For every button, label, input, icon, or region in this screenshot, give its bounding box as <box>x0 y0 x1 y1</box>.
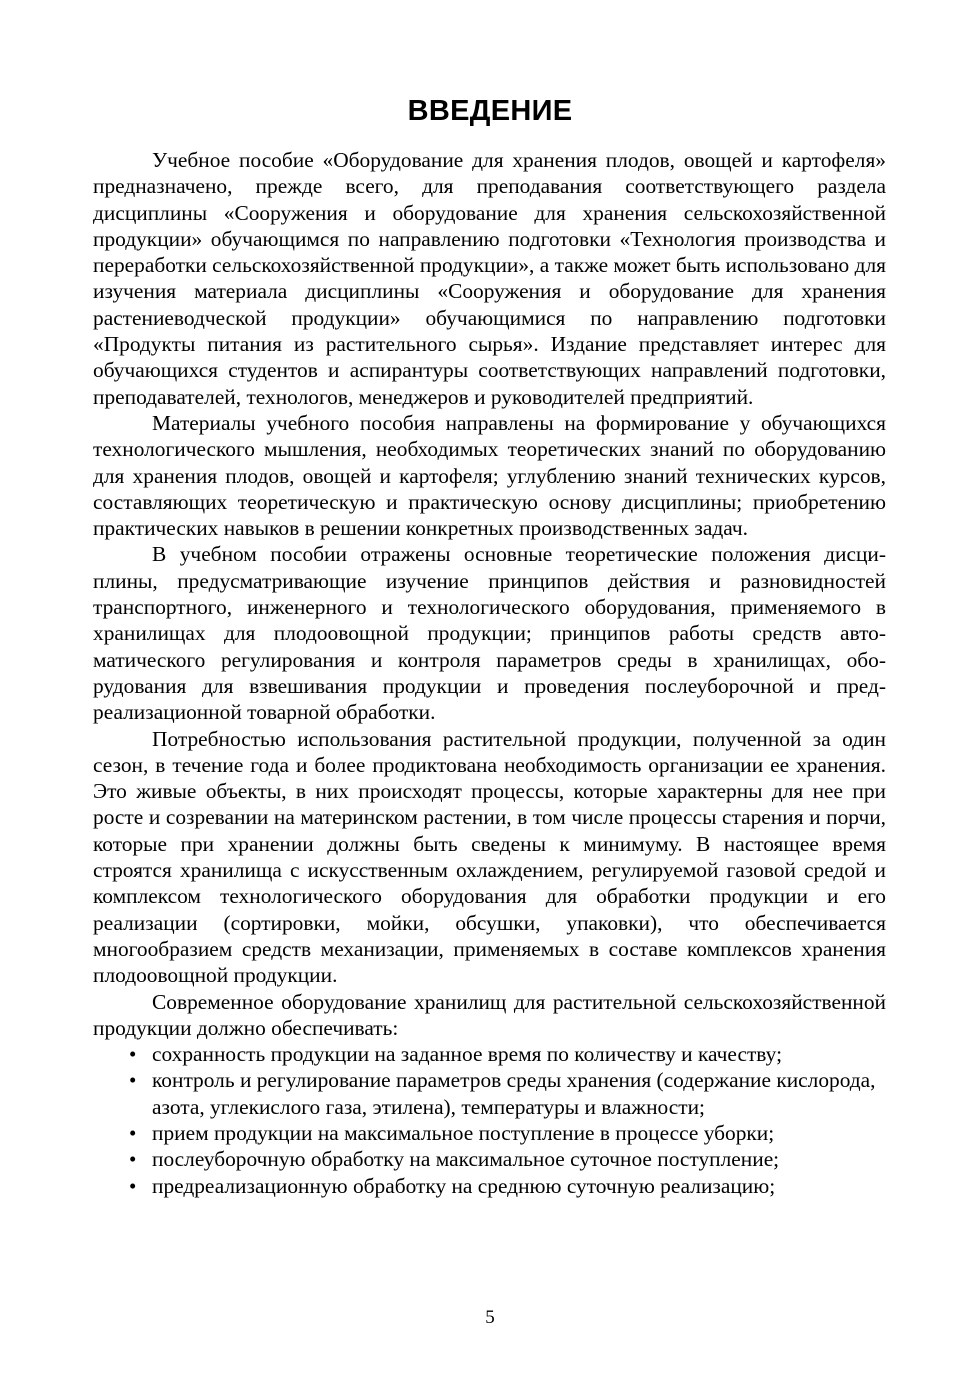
list-item <box>93 1067 886 1120</box>
bullet-icon: • <box>129 1120 137 1145</box>
list-item <box>93 1041 886 1067</box>
bullet-icon: • <box>129 1173 137 1198</box>
page-title: ВВЕДЕНИЕ <box>407 95 573 127</box>
bullet-icon: • <box>129 1147 137 1172</box>
list-item-text: сохранность продукции на заданное время по количеству и качеству; <box>152 1042 783 1067</box>
list-item-text: прием продукции на максимальное поступление в процессе уборки; <box>152 1120 775 1145</box>
list-item-text: послеуборочную обработку на максимальное суточное поступление; <box>152 1147 780 1172</box>
page-number: 5 <box>485 1307 495 1328</box>
paragraph-1: Учебное пособие «Оборудование для хранения плодов, овощей и картофеля» предназначено, прежде всего, для преподавания соответствующего раздела дисциплины «Сооружения и оборудование для хранения сельскохозяйственной продукции» обучающимся по направлению подготовки «Технология производства и переработки сельскохозяйственной продукции», а также может быть использовано для изучения материала дисциплины «Сооружения и оборудование для хранения растениеводческой продукции» обучающимися по направлению подготовки «Продукты питания из растительного сырья». Издание представляет интерес для обучающихся студентов и аспирантуры соответствующих направлений подготовки, преподавателей, технологов, менеджеров и руководителей предприятий. <box>93 148 886 409</box>
body-text <box>93 147 886 1199</box>
paragraph-4: Потребностью использования растительной продукции, полученной за один сезон, в течение года и более продиктована необходимость организации ее хранения. Это живые объекты, в них происходят процессы, которые характерны для нее при росте и созревании на материнском растении, в том числе процессы старения и порчи, которые при хранении должны быть сведены к минимуму. В настоящее время строятся хранилища с искусственным охлаждением, регулируемой газовой средой и комплексом технологического оборудования для обработки продукции и его реализации (сортировки, мойки, обсушки, упаковки), что обеспечивается многообразием средств механизации, применяемых в составе комплексов хранения плодоовощной продукции. <box>93 726 886 988</box>
list-item <box>93 1120 886 1146</box>
requirements-list <box>93 1041 886 1199</box>
paragraph-5: Современное оборудование хранилищ для растительной сельскохозяйственной продукции должно обеспечивать: <box>93 989 886 1040</box>
bullet-icon: • <box>129 1042 137 1067</box>
paragraph-3: В учебном пособии отражены основные теоретические положения дисциплины, предусматривающие изучение принципов действия и разновидностей транспортного, инженерного и технологического оборудования, применяемого в хранилищах для плодоовощной продукции; принципов работы средств автоматического регулирования и контроля параметров среды в хранилищах, оборудования для взвешивания продукции и проведения послеуборочной и предреализационной товарной обработки. <box>93 542 886 725</box>
list-item-text: предреализационную обработку на среднюю суточную реализацию; <box>152 1173 776 1198</box>
bullet-icon: • <box>129 1068 137 1093</box>
list-item <box>93 1146 886 1172</box>
list-item <box>93 1173 886 1199</box>
list-item-text: контроль и регулирование параметров среды хранения (содержание кислорода, азота, углекислого газа, этилена), температуры и влажности; <box>152 1068 876 1119</box>
paragraph-2: Материалы учебного пособия направлены на формирование у обучающихся технологического мышления, необходимых теоретических знаний по оборудованию для хранения плодов, овощей и картофеля; углублению знаний технических курсов, составляющих теоретическую и практическую основу дисциплины; приобретению практических навыков в решении конкретных производственных задач. <box>93 410 886 541</box>
